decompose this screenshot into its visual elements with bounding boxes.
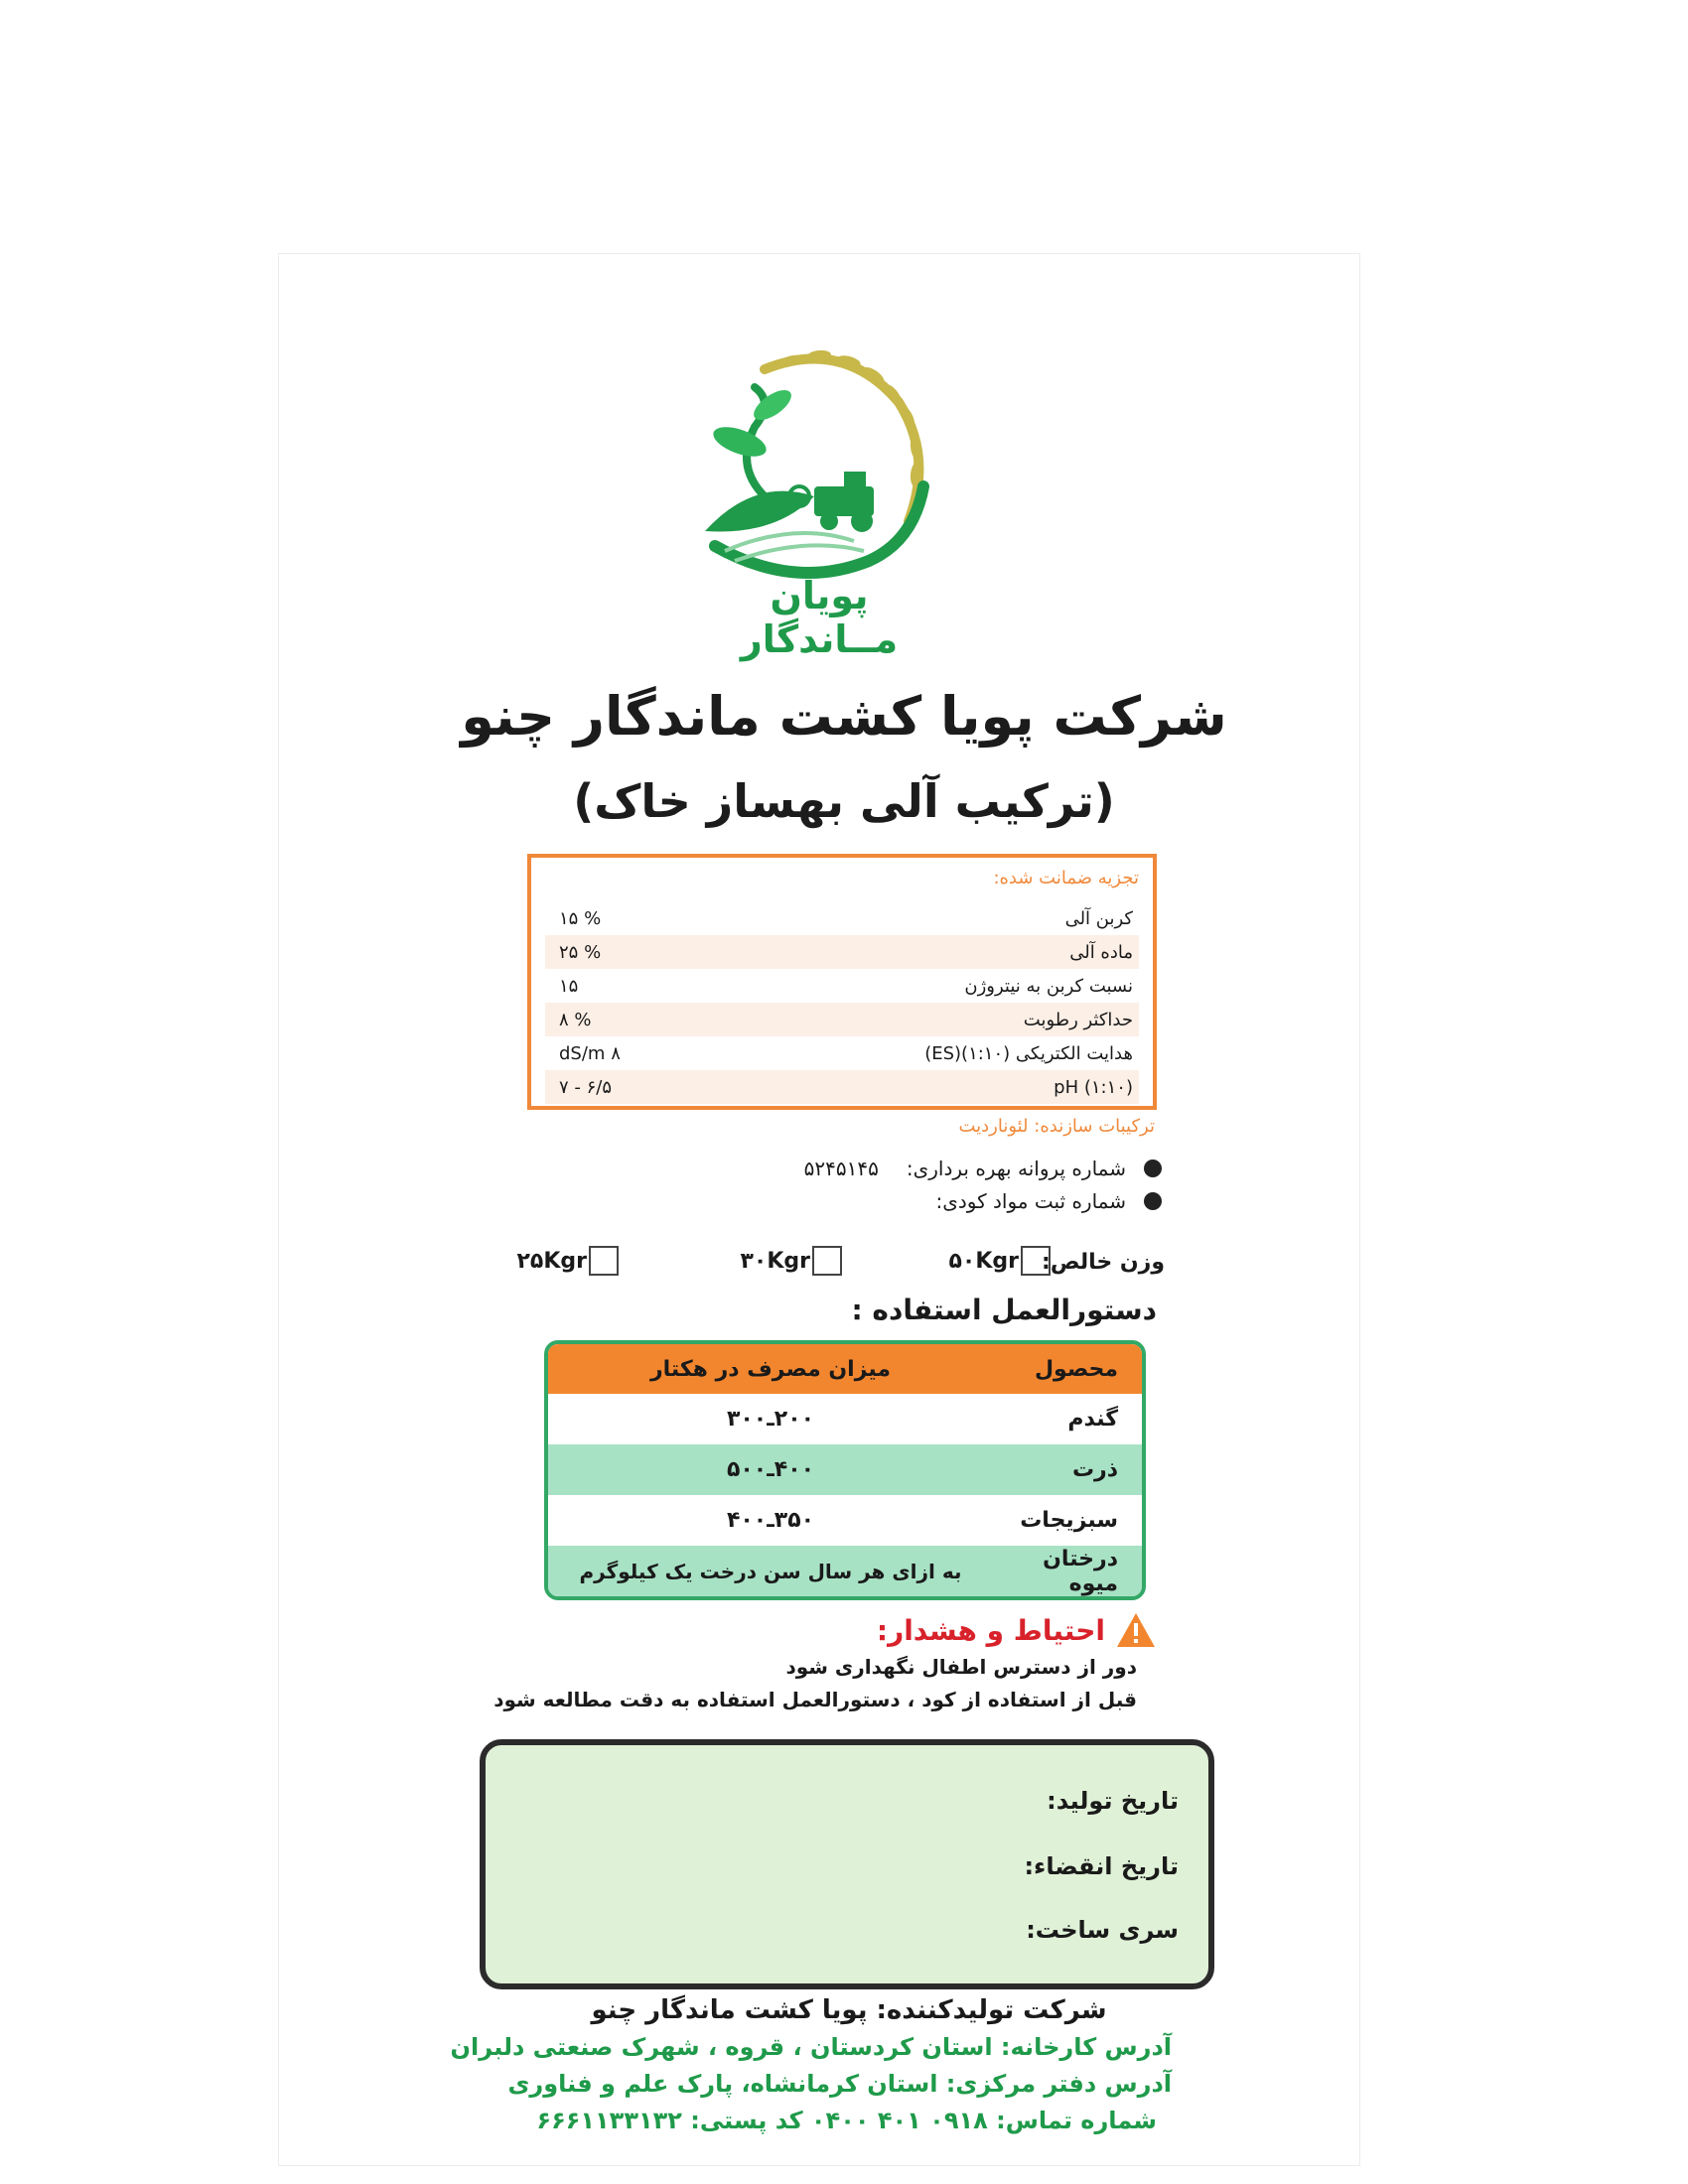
brand-name: پویان مــاندگار: [740, 574, 899, 661]
checkbox-icon[interactable]: [589, 1246, 619, 1276]
analysis-row: هدایت الکتریکی (۱:۱۰)(ES) ۸ dS/m: [559, 1042, 1133, 1064]
analysis-row: (۱:۱۰) pH ۶/۵ - ۷: [545, 1070, 1139, 1104]
production-info-box: [480, 1739, 1214, 1989]
product-title: (ترکیب آلی بهساز خاک): [573, 774, 1115, 828]
table-header: محصول میزان مصرف در هکتار: [548, 1344, 1142, 1394]
analysis-title: تجزیه ضمانت شده:: [993, 868, 1139, 888]
bullet-icon: [1144, 1192, 1162, 1210]
caution-title: احتیاط و هشدار:: [876, 1613, 1105, 1647]
net-weight-label: وزن خالص:: [1042, 1250, 1165, 1275]
batch-label: سری ساخت:: [1026, 1916, 1179, 1944]
instructions-title: دستورالعمل استفاده :: [851, 1294, 1157, 1326]
checkbox-icon[interactable]: [812, 1246, 842, 1276]
factory-address: آدرس کارخانه: استان کردستان ، قروه ، شهرک صنعتی دلبران: [450, 2033, 1172, 2061]
contact-info: شماره تماس: ۰۹۱۸ ۴۰۱ ۰۴۰۰ کد پستی: ۶۶۶۱۱۳۳۱۳۲: [536, 2107, 1157, 2134]
bullet-icon: [1144, 1160, 1162, 1177]
guaranteed-analysis-box: [527, 854, 1157, 1110]
usage-table: [544, 1340, 1146, 1600]
weight-option-30[interactable]: ۳۰Kgr: [740, 1246, 842, 1276]
expiry-date-label: تاریخ انقضاء:: [1024, 1852, 1179, 1880]
registration-label: شماره ثبت مواد کودی:: [935, 1189, 1126, 1213]
table-row: سبزیجات ۳۵۰ـ۴۰۰: [726, 1508, 1118, 1533]
analysis-row: حداکثر رطوبت % ۸: [545, 1003, 1139, 1036]
warning-icon: [1115, 1611, 1157, 1649]
analysis-row: کربن آلی % ۱۵: [559, 907, 1133, 929]
registration-line: [935, 1189, 1162, 1213]
checkbox-icon[interactable]: [1021, 1246, 1051, 1276]
production-date-label: تاریخ تولید:: [1047, 1787, 1179, 1815]
producer-name: شرکت تولیدکننده: پویا کشت ماندگار چنو: [591, 1995, 1107, 2025]
license-value: ۵۲۴۵۱۴۵: [803, 1157, 879, 1180]
caution-heading: [877, 1611, 1157, 1649]
office-address: آدرس دفتر مرکزی: استان کرمانشاه، پارک علم و فناوری: [507, 2070, 1172, 2098]
net-weight-row: [516, 1246, 1165, 1282]
license-line: [804, 1157, 1162, 1180]
weight-option-25[interactable]: ۲۵Kgr: [516, 1246, 619, 1276]
caution-line: دور از دسترس اطفال نگهداری شود: [785, 1655, 1137, 1679]
license-label: شماره پروانه بهره برداری:: [906, 1157, 1126, 1180]
weight-option-50[interactable]: ۵۰Kgr: [948, 1246, 1051, 1276]
table-row: ذرت ۴۰۰ـ۵۰۰: [548, 1444, 1142, 1495]
table-row: گندم ۲۰۰ـ۳۰۰: [726, 1407, 1118, 1432]
caution-line: قبل از استفاده از کود ، دستورالعمل استفاده به دقت مطالعه شود: [493, 1688, 1137, 1711]
company-title: شرکت پویا کشت ماندگار چنو: [461, 685, 1227, 748]
analysis-row: نسبت کربن به نیتروژن ۱۵: [559, 975, 1133, 997]
table-row: درختان میوه به ازای هر سال سن درخت یک کیلوگرم: [548, 1546, 1142, 1596]
analysis-row: ماده آلی % ۲۵: [545, 935, 1139, 969]
ingredients-note: ترکیبات سازنده: لئوناردیت: [958, 1116, 1155, 1137]
